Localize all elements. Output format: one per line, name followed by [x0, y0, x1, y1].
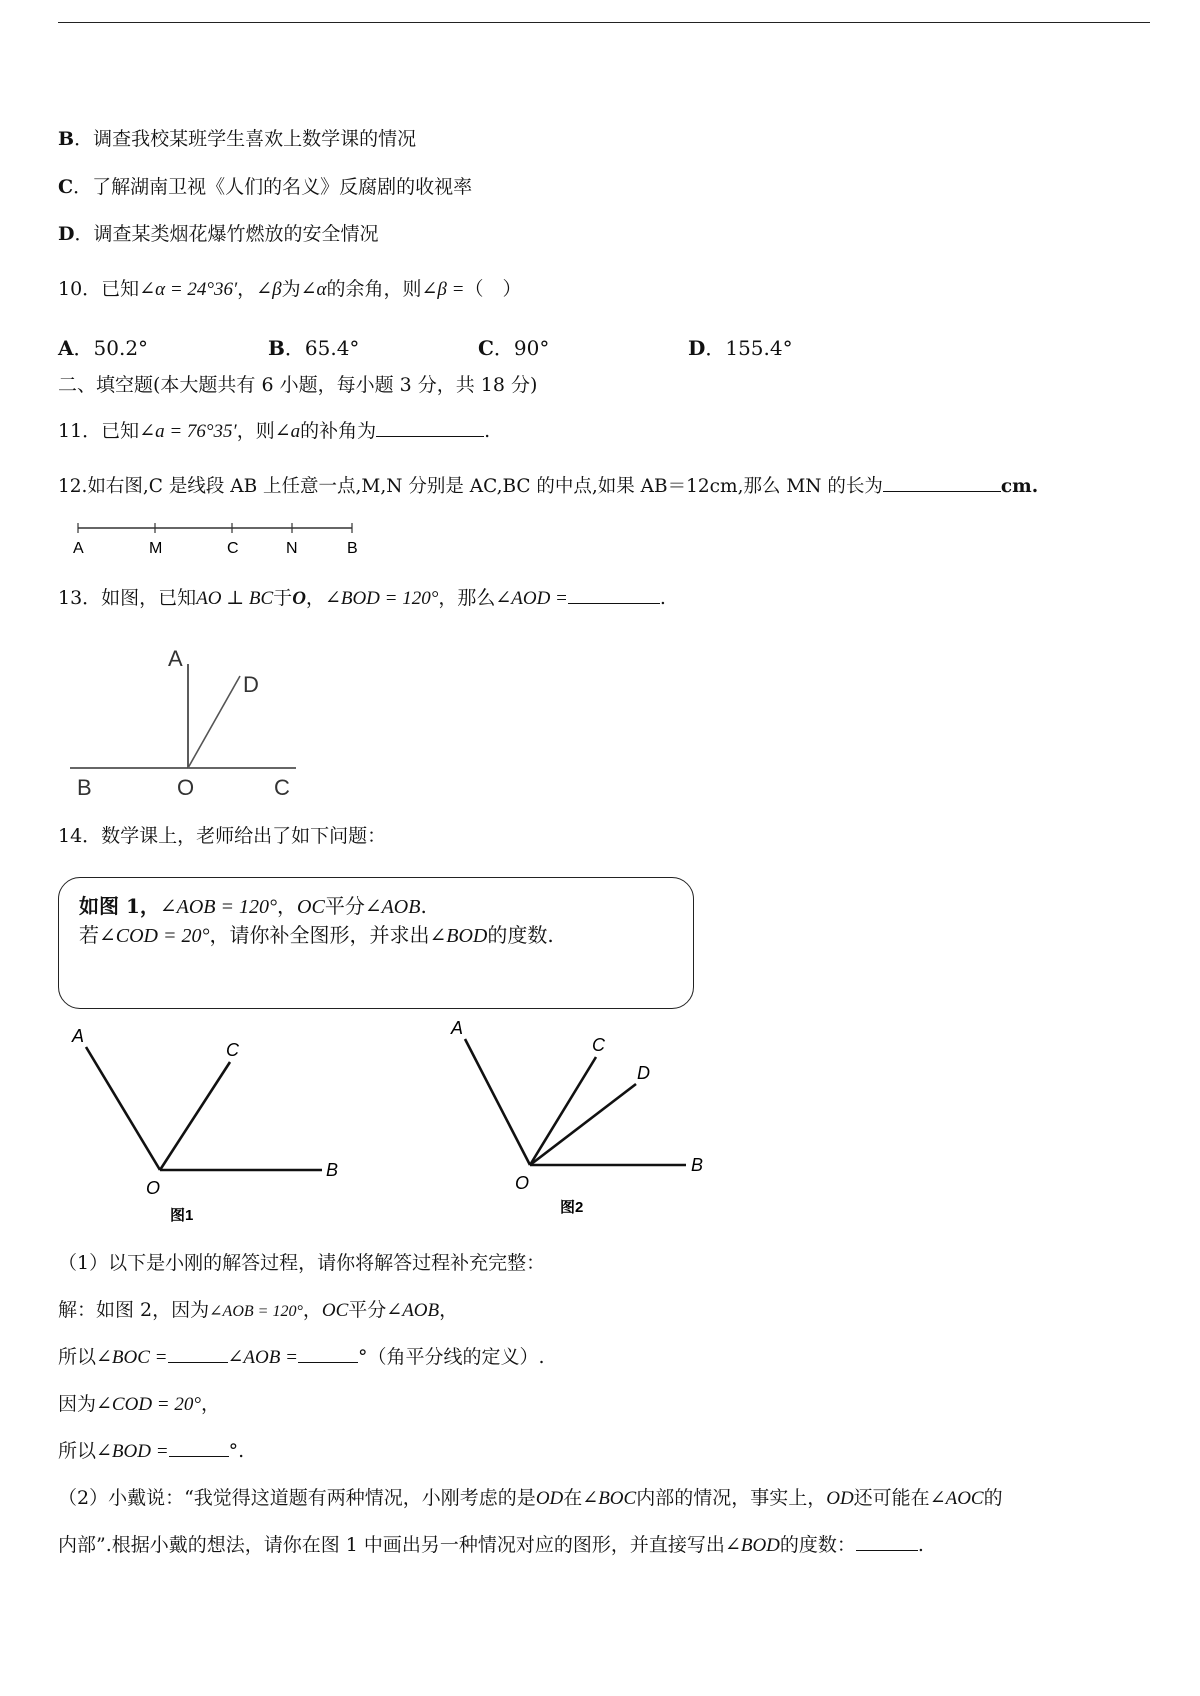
top-rule [58, 22, 1150, 23]
label-o: O [515, 1173, 530, 1193]
option-d: D．调查某类烟花爆竹燃放的安全情况 [58, 223, 379, 245]
box-line-2: 若∠COD = 20°，请你补全图形，并求出∠BOD的度数. [79, 923, 554, 947]
choice-d: D．155.4° [688, 336, 793, 360]
option-b: B．调查我校某班学生喜欢上数学课的情况 [58, 128, 417, 150]
label-a: A [168, 646, 183, 671]
answer-blank[interactable] [568, 585, 660, 604]
solution-line-3: 因为∠COD = 20°， [58, 1393, 220, 1415]
question-13: 13．如图，已知AO ⊥ BC于O，∠BOD = 120°，那么∠AOD = . [58, 587, 666, 609]
question-12: 12.如右图,C 是线段 AB 上任意一点,M,N 分别是 AC,BC 的中点,如果 AB＝12cm,那么 MN 的长为 cm. [58, 473, 1038, 500]
solution-line-1: 解：如图 2，因为∠AOB = 120°，OC平分∠AOB， [58, 1299, 459, 1321]
solution-line-4: 所以∠BOD = °. [58, 1440, 245, 1462]
label-o: O [177, 775, 195, 800]
answer-blank[interactable] [168, 1344, 228, 1363]
point-n-label: N [286, 540, 298, 557]
figure-1-caption: 图1 [170, 1207, 194, 1224]
question-10: 10．已知∠α = 24°36′，∠β为∠α的余角，则∠β =（ ） [58, 278, 522, 300]
question-11: 11．已知∠a = 76°35′，则∠a的补角为 . [58, 420, 491, 442]
perpendicular-figure [60, 640, 310, 800]
label-a: A [72, 1026, 85, 1046]
label-c: C [226, 1040, 239, 1060]
label-b: B [77, 775, 92, 800]
section-heading: 二、填空题(本大题共有 6 小题，每小题 3 分，共 18 分) [58, 374, 538, 396]
label-d: D [637, 1063, 650, 1083]
figure-1 [60, 1020, 380, 1230]
point-b-label: B [347, 540, 358, 557]
question-14-intro: 14．数学课上，老师给出了如下问题： [58, 825, 387, 847]
box-line-1: 如图 1，∠AOB = 120°，OC平分∠AOB. [79, 894, 427, 918]
choice-c: C．90° [478, 336, 550, 360]
answer-blank[interactable] [298, 1344, 358, 1363]
label-c: C [274, 775, 290, 800]
answer-blank[interactable] [376, 418, 484, 437]
point-c-label: C [227, 540, 239, 557]
segment-figure [60, 520, 360, 560]
answer-blank[interactable] [883, 473, 1001, 492]
label-o: O [146, 1178, 161, 1198]
point-a-label: A [73, 540, 84, 557]
point-m-label: M [149, 540, 163, 557]
label-b: B [691, 1155, 704, 1175]
choice-a: A．50.2° [58, 336, 149, 360]
choice-b: B．65.4° [268, 336, 360, 360]
label-d: D [243, 672, 259, 697]
part-2-line-1: （2）小戴说：“我觉得这道题有两种情况，小刚考虑的是OD在∠BOC内部的情况，事实上，OD还可能在∠AOC的 [58, 1487, 1003, 1509]
figure-2 [440, 1012, 740, 1222]
option-c: C．了解湖南卫视《人们的名义》反腐剧的收视率 [58, 176, 473, 198]
ray-od [188, 676, 240, 768]
label-b: B [326, 1160, 339, 1180]
answer-blank[interactable] [169, 1438, 229, 1457]
part-2-line-2: 内部”.根据小戴的想法，请你在图 1 中画出另一种情况对应的图形，并直接写出∠BOD的度数： . [58, 1534, 924, 1556]
ray-oc [160, 1062, 230, 1170]
ray-oc [530, 1057, 596, 1165]
ray-oa [465, 1039, 530, 1165]
part-1-title: （1）以下是小刚的解答过程，请你将解答过程补充完整： [58, 1252, 546, 1274]
solution-line-2: 所以∠BOC = ∠AOB = °（角平分线的定义）. [58, 1346, 545, 1368]
figure-2-caption: 图2 [560, 1199, 584, 1216]
ray-oa [86, 1047, 160, 1170]
answer-blank[interactable] [856, 1532, 918, 1551]
problem-box [58, 877, 694, 1009]
label-a: A [451, 1018, 464, 1038]
ray-od [530, 1084, 636, 1165]
label-c: C [592, 1035, 605, 1055]
